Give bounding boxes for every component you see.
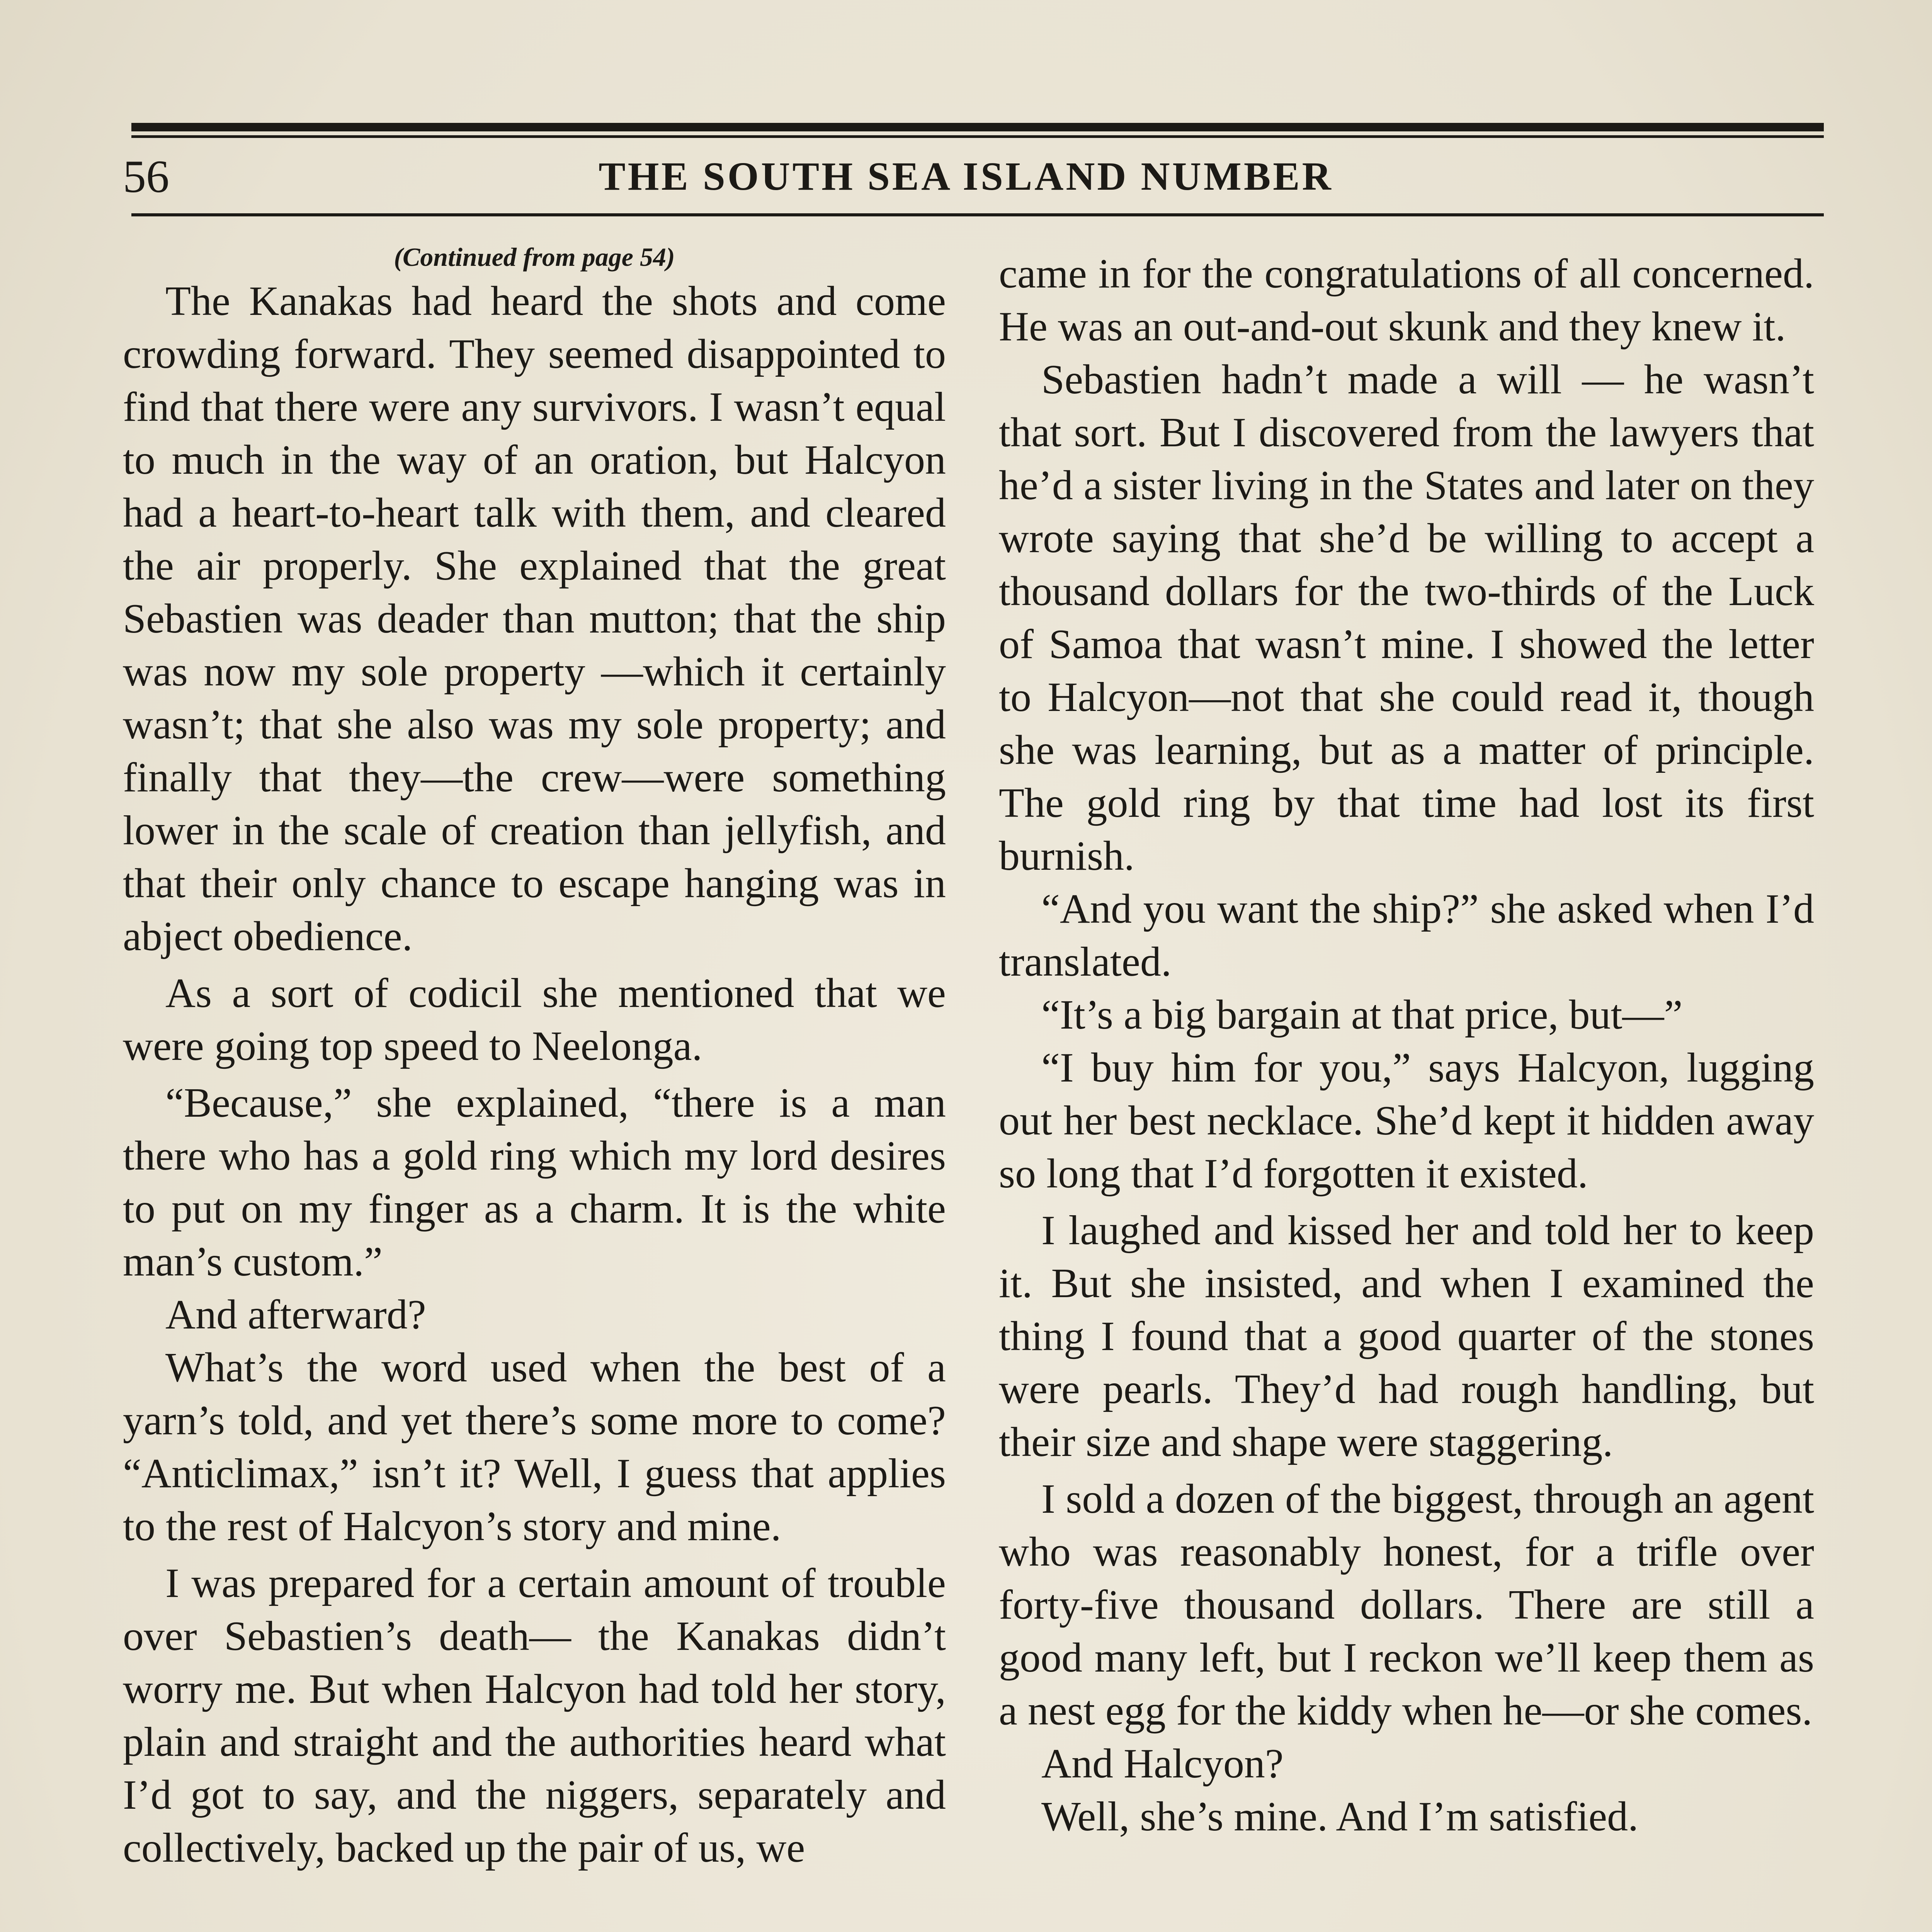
- header-rule-thin: [131, 135, 1824, 138]
- paragraph: The Kanakas had heard the shots and come crowding forward. They seemed disappointed to find that there were any survivors. I wasn’t equal to much in the way of an oration, but Halcyon had a heart-to-heart talk with them, and cleared the air properly. She explained that the great Sebastien was deader than mutton; that the ship was now my sole property —which it certainly wasn’t; that she also was my sole property; and finally that they—the crew—were something lower in the scale of creation than jellyfish, and that their only chance to escape hanging was in abject obedience.: [123, 278, 946, 959]
- paragraph: As a sort of codicil she mentioned that we were going top speed to Neelonga.: [123, 970, 946, 1069]
- continued-note: (Continued from page 54): [394, 242, 675, 272]
- paragraph: “Because,” she explained, “there is a man there who has a gold ring which my lord desires to put on my finger as a charm. It is the white man’s custom.”: [123, 1080, 946, 1285]
- paragraph: “I buy him for you,” says Halcyon, lugging out her best necklace. She’d kept it hidden away so long that I’d forgotten it existed.: [999, 1045, 1814, 1197]
- left-column: [123, 242, 946, 1874]
- paragraph: Well, she’s mine. And I’m satisfied.: [1041, 1794, 1639, 1840]
- paragraph: And afterward?: [165, 1292, 426, 1338]
- paragraph: Sebastien hadn’t made a will — he wasn’t that sort. But I discovered from the lawyers that he’d a sister living in the States and later on they wrote saying that she’d be willing to accept a thousand dollars for the two-thirds of the Luck of Samoa that wasn’t mine. I showed the letter to Halcyon—not that she could read it, though she was learning, but as a matter of principle. The gold ring by that time had lost its first burnish.: [999, 357, 1814, 879]
- paragraph: And Halcyon?: [1041, 1741, 1284, 1787]
- paragraph: I sold a dozen of the biggest, through an agent who was reasonably honest, for a trifle over forty-five thousand dollars. There are still a good many left, but I reckon we’ll keep them as a nest egg for the kiddy when he—or she comes.: [999, 1476, 1814, 1734]
- paragraph: “It’s a big bargain at that price, but—”: [1041, 992, 1683, 1038]
- paragraph: I laughed and kissed her and told her to keep it. But she insisted, and when I examined the thing I found that a good quarter of the stones were pearls. They’d had rough handling, but their size and shape were staggering.: [999, 1208, 1814, 1465]
- running-head: THE SOUTH SEA ISLAND NUMBER: [599, 154, 1333, 199]
- header-rule-thick: [131, 123, 1824, 131]
- paragraph: came in for the congratulations of all concerned. He was an out-and-out skunk and they knew it.: [999, 251, 1814, 350]
- paragraph: I was prepared for a certain amount of trouble over Sebastien’s death— the Kanakas didn’t worry me. But when Halcyon had told her story, plain and straight and the authorities heard what I’d got to say, and the niggers, separately and collectively, backed up the pair of us, we: [123, 1560, 946, 1871]
- right-column: [999, 247, 1814, 1843]
- page-number: 56: [123, 151, 169, 202]
- paragraph: What’s the word used when the best of a yarn’s told, and yet there’s some more to come? “Anticlimax,” isn’t it? Well, I guess that applies to the rest of Halcyon’s story and mine.: [123, 1345, 946, 1549]
- paragraph: “And you want the ship?” she asked when I’d translated.: [999, 886, 1814, 985]
- header-rule-bottom: [131, 213, 1824, 216]
